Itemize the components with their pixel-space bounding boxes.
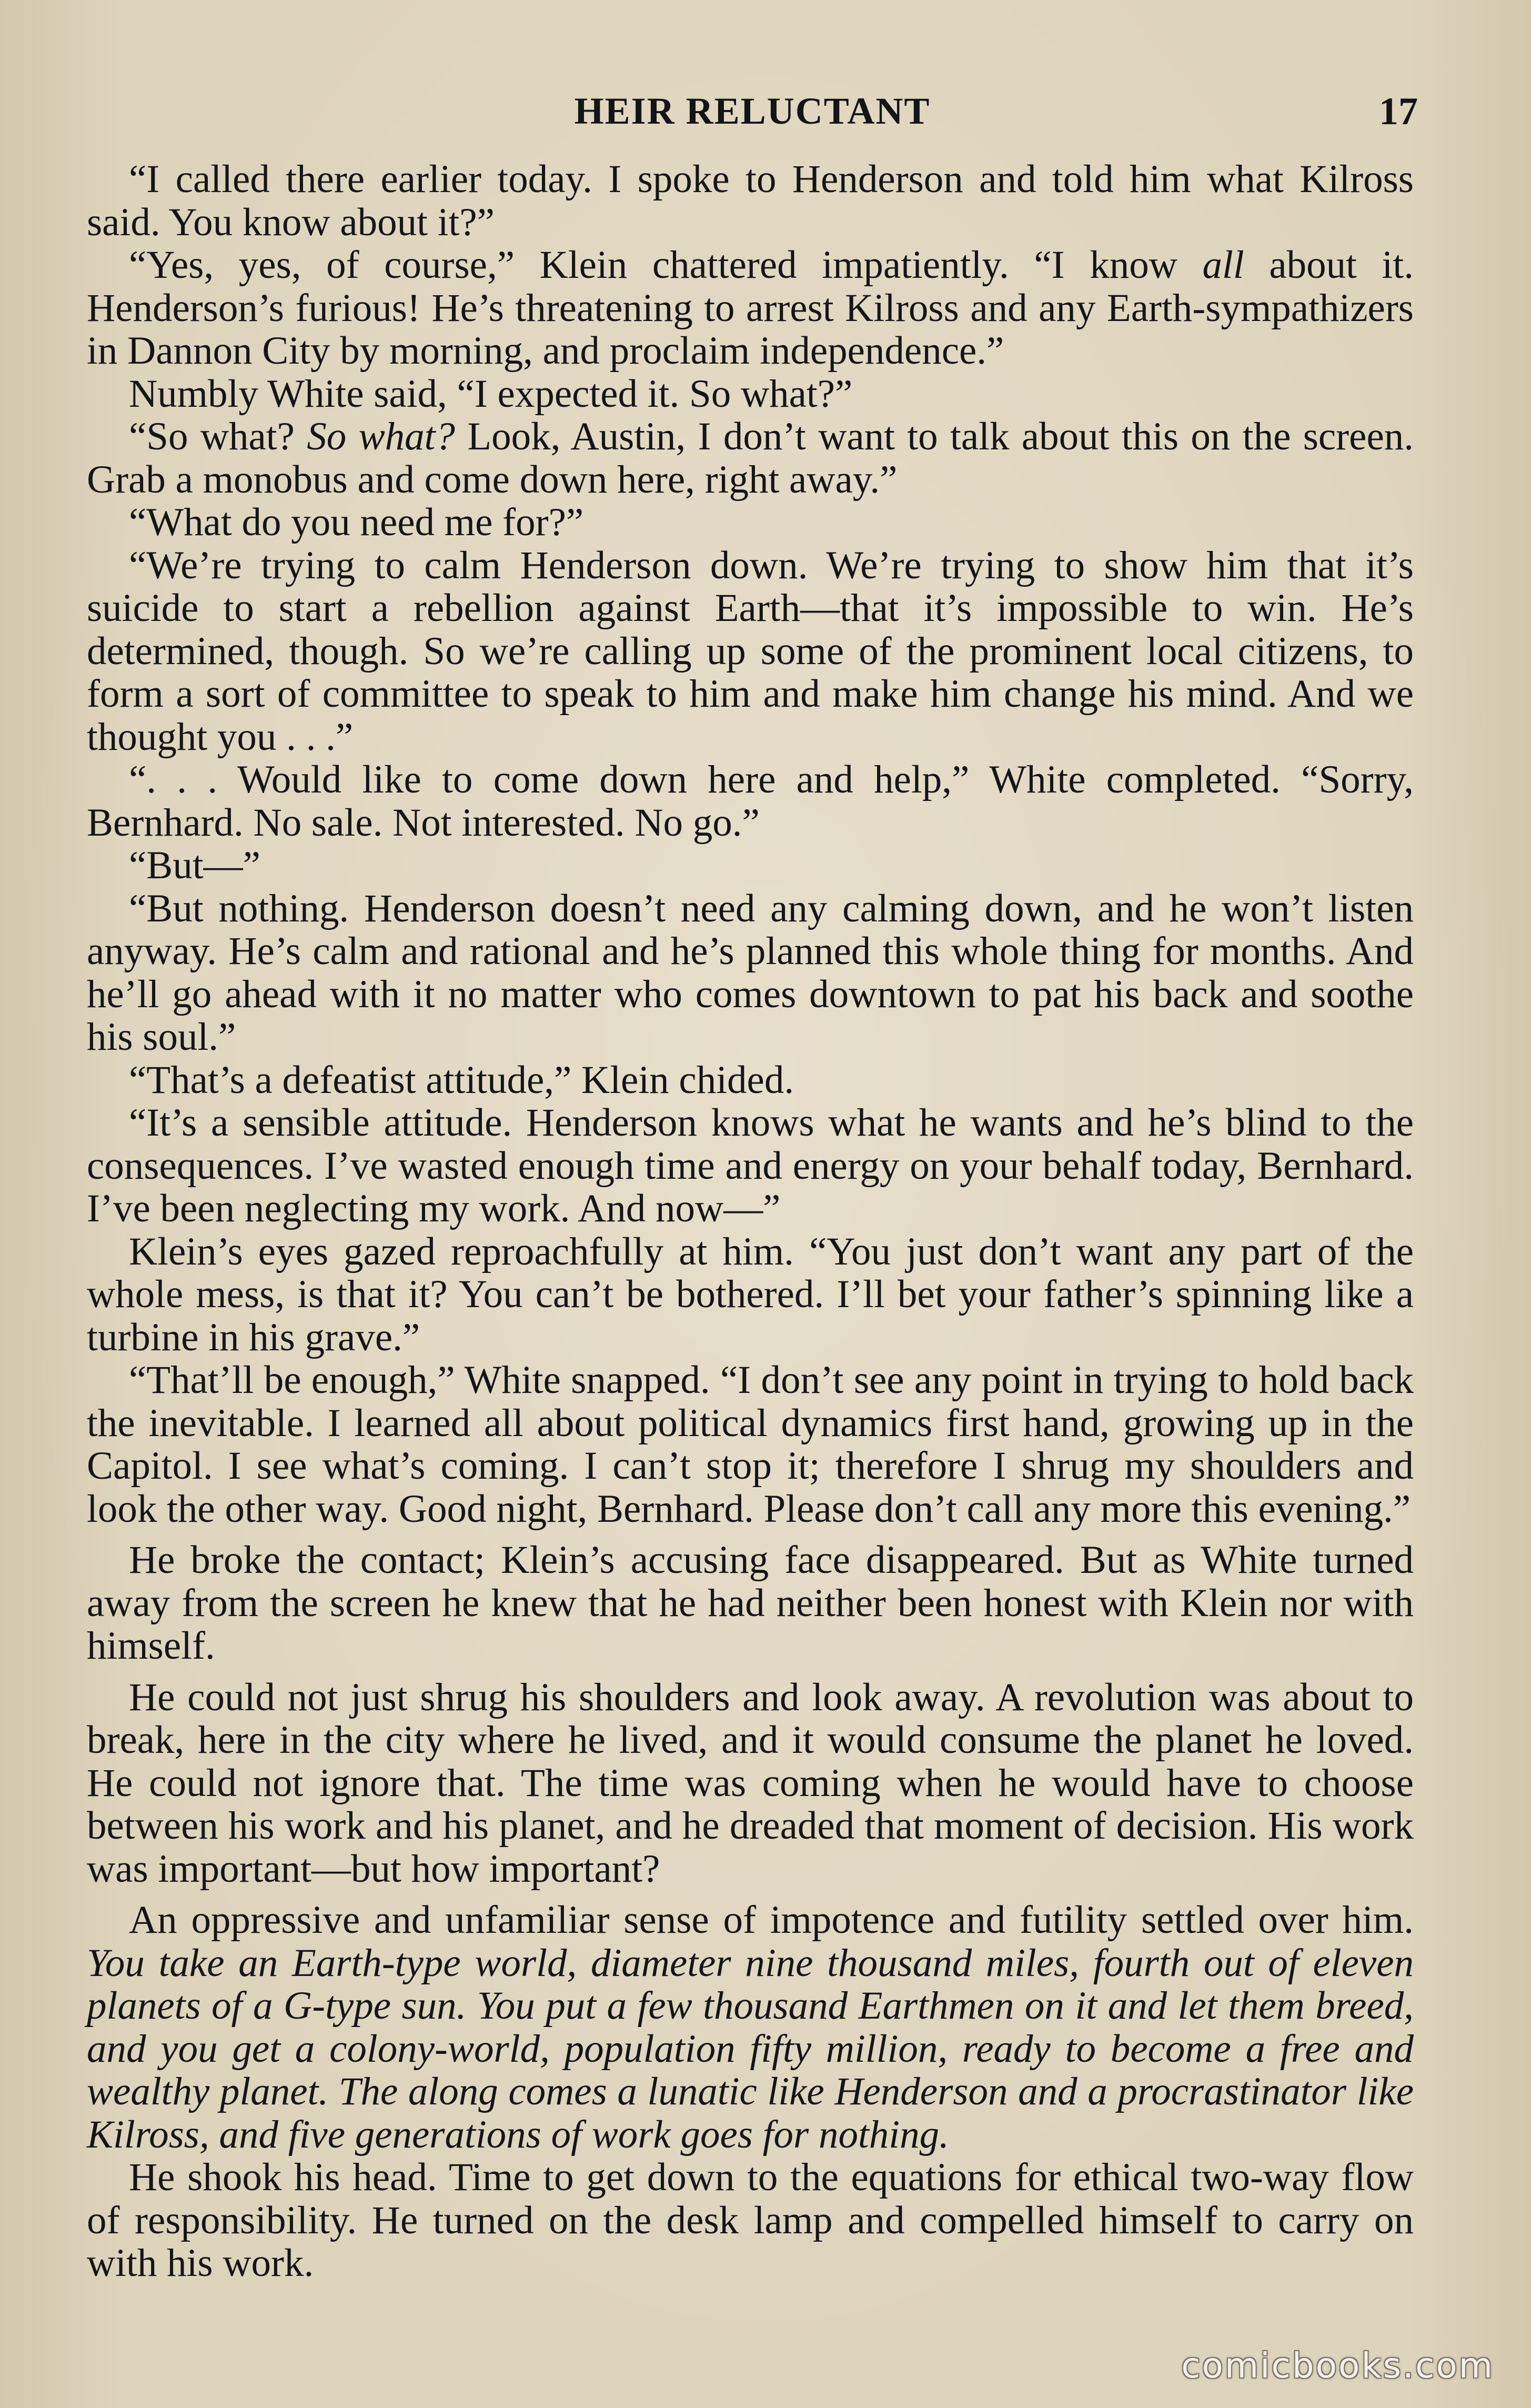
text-run: “What do you need me for?” — [129, 500, 584, 544]
text-run: Numbly White said, “I expected it. So what?” — [129, 372, 853, 416]
paragraph — [87, 844, 1414, 887]
text-run: “That’ll be enough,” White snapped. “I don’t see any point in trying to hold back the inevitable. I learned all about political dynamics first hand, growing up in the Capitol. I see what’s coming. I can’t stop it; therefore I shrug my shoulders and look the other way. Good night, Bernhard. Please don’t call any more this evening.” — [87, 1358, 1414, 1531]
paragraph — [87, 2156, 1414, 2285]
paragraph — [87, 501, 1414, 544]
paragraph — [87, 887, 1414, 1059]
text-run: He broke the contact; Klein’s accusing face disappeared. But as White turned away from the screen he knew that he had neither been honest with Klein nor with himself. — [87, 1538, 1414, 1668]
text-run: Look, Austin, I don’t want to talk about this on the screen. Grab a monobus and come down here, right away.” — [87, 415, 1414, 501]
text-run: “Yes, yes, of course,” Klein chattered impatiently. “I know — [129, 243, 1203, 287]
text-run: “We’re trying to calm Henderson down. We’re trying to show him that it’s suicide to start a rebellion against Earth—that it’s impossible to win. He’s determined, though. So we’re calling up some of the prominent local citizens, to form a sort of committee to speak to him and make him change his mind. And we thought you . . .” — [87, 543, 1414, 759]
italic-text: So what? — [307, 415, 455, 458]
text-run: “So what? — [129, 415, 307, 458]
text-run: “That’s a defeatist attitude,” Klein chided. — [129, 1058, 794, 1102]
text-run: “But—” — [129, 844, 260, 887]
text-run: Klein’s eyes gazed reproachfully at him. “You just don’t want any part of the whole mess, is that it? You can’t be bothered. I’ll bet your father’s spinning like a turbine in his grave.” — [87, 1229, 1414, 1359]
italic-text: You take an Earth-type world, diameter nine thousand miles, fourth out of eleven planets of a G-type sun. You put a few thousand Earthmen on it and let them breed, and you get a colony-world, population fifty million, ready to become a free and wealthy planet. The along comes a lunatic like Henderson and a procrastinator like Kilross, and five generations of work goes for nothing. — [87, 1941, 1414, 2156]
text-run: He shook his head. Time to get down to the equations for ethical two-way flow of responsibility. He turned on the desk lamp and compelled himself to carry on with his work. — [87, 2155, 1414, 2285]
paragraph — [87, 244, 1414, 373]
page-header — [87, 89, 1418, 147]
text-run: about it. Henderson’s furious! He’s threatening to arrest Kilross and any Earth-sympathizers in Dannon City by morning, and proclaim independence.” — [87, 243, 1414, 373]
paragraph — [87, 1359, 1414, 1530]
text-run: “. . . Would like to come down here and help,” White completed. “Sorry, Bernhard. No sale. Not interested. No go.” — [87, 758, 1414, 845]
text-run: “I called there earlier today. I spoke to Henderson and told him what Kilross said. You know about it?” — [87, 157, 1414, 244]
italic-text: all — [1202, 243, 1244, 287]
text-run: “It’s a sensible attitude. Henderson knows what he wants and he’s blind to the consequences. I’ve wasted enough time and energy on your behalf today, Bernhard. I’ve been neglecting my work. And now—” — [87, 1101, 1414, 1230]
paragraph — [87, 158, 1414, 244]
paragraph — [87, 758, 1414, 844]
running-title: HEIR RELUCTANT — [574, 90, 931, 132]
paragraph — [87, 1676, 1414, 1891]
paragraph — [87, 544, 1414, 759]
watermark: comicbooks.com — [1181, 2345, 1494, 2386]
text-run: An oppressive and unfamiliar sense of impotence and futility settled over him. — [129, 1898, 1414, 1942]
paragraph — [87, 1101, 1414, 1230]
body-text — [87, 158, 1414, 2285]
text-run: “But nothing. Henderson doesn’t need any calming down, and he won’t listen anyway. He’s calm and rational and he’s planned this whole thing for months. And he’ll go ahead with it no matter who comes downtown to pat his back and soothe his soul.” — [87, 886, 1414, 1059]
paragraph — [87, 1539, 1414, 1668]
paragraph — [87, 1230, 1414, 1359]
paragraph — [87, 1059, 1414, 1102]
paragraph — [87, 1899, 1414, 2156]
page-number: 17 — [1379, 90, 1418, 133]
paragraph — [87, 415, 1414, 501]
text-run: He could not just shrug his shoulders and look away. A revolution was about to break, here in the city where he lived, and it would consume the planet he loved. He could not ignore that. The time was coming when he would have to choose between his work and his planet, and he dreaded that moment of decision. His work was important—but how important? — [87, 1675, 1414, 1891]
paragraph — [87, 373, 1414, 416]
